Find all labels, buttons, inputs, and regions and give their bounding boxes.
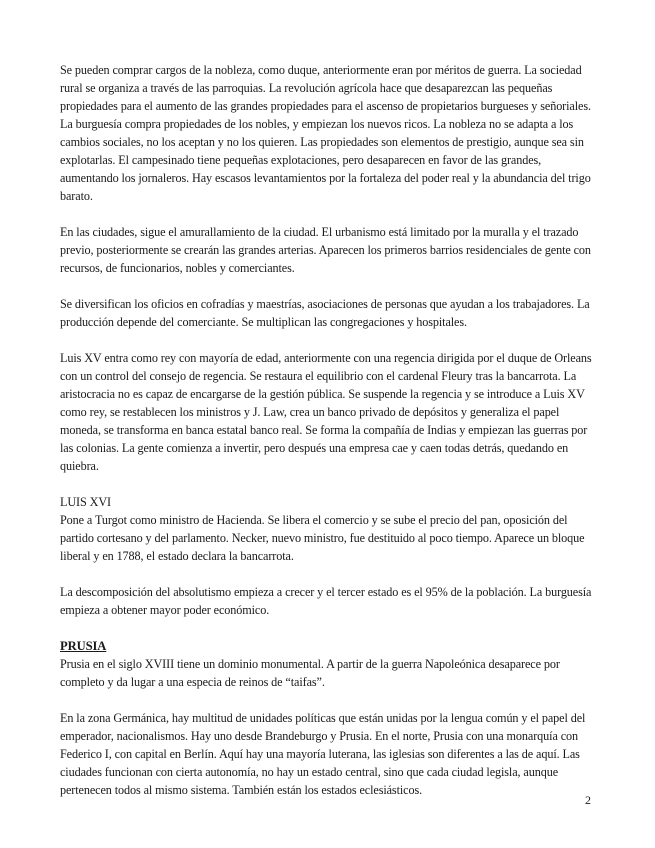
paragraph-louis-xvi: Pone a Turgot como ministro de Hacienda. Se libera el comercio y se sube el precio del pan, oposición del partido cortesano y del parlamento. Necker, nuevo ministro, fue destituido al poco tiempo. Aparece un bloque liberal y en 1788, el estado declara la bancarrota. [60,513,585,563]
paragraph-germanic-zone: En la zona Germánica, hay multitud de unidades políticas que están unidas por la lengua común y el papel del emperador, nacionalismos. Hay uno desde Brandeburgo y Prusia. En el norte, Prusia con una monarquía con Federico I, con capital en Berlín. Aquí hay una mayoría luterana, las iglesias son diferentes a las de aquí. Las ciudades funcionan con cierta autonomía, no hay un estado central, sino que cada ciudad legisla, aunque pertenecen todos al mismo sistema. También están los estados eclesiásticos. [60,711,586,797]
paragraph-absolutism: La descomposición del absolutismo empieza a crecer y el tercer estado es el 95% de la población. La burguesía empieza a obtener mayor poder económico. [60,585,592,617]
heading-louis-xvi: LUIS XVI [60,495,111,509]
paragraph-louis-xv: Luis XV entra como rey con mayoría de edad, anteriormente con una regencia dirigida por el duque de Orleans con un control del consejo de regencia. Se restaura el equilibrio con el cardenal Fleury tras la bancarrota. La aristocracia no es capaz de encargarse de la gestión pública. Se suspende la regencia y se introduce a Luis XV como rey, se restablecen los ministros y J. Law, crea un banco privado de depósitos y generaliza el papel moneda, se transforma en banca estatal banco real. Se forma la compañía de Indias y empiezan las guerras por las colonias. La gente comienza a invertir, pero después una empresa cae y caen todas detrás, quedando en quiebra. [60,351,592,473]
document-body [60,61,594,799]
paragraph-nobility: Se pueden comprar cargos de la nobleza, como duque, anteriormente eran por méritos de guerra. La sociedad rural se organiza a través de las parroquias. La revolución agrícola hace que desaparezcan las pequeñas propiedades para el aumento de las grandes propiedades para el ascenso de propietarios burgueses y señoriales. La burguesía compra propiedades de los nobles, y empiezan los nuevos ricos. La nobleza no se adapta a los cambios sociales, no los aceptan y no los quieren. Las propiedades son elementos de prestigio, aunque sea sin explotarlas. El campesinado tiene pequeñas explotaciones, pero desaparecen en favor de las grandes, aumentando los jornaleros. Hay escasos levantamientos por la fortaleza del poder real y la abundancia del trigo barato. [60,63,591,203]
heading-prussia: PRUSIA [60,639,107,653]
paragraph-cities: En las ciudades, sigue el amurallamiento de la ciudad. El urbanismo está limitado por la muralla y el trazado previo, posteriormente se crearán las grandes arterias. Aparecen los primeros barrios residenciales de gente con recursos, de funcionarios, nobles y comerciantes. [60,225,591,275]
paragraph-trades: Se diversifican los oficios en cofradías y maestrías, asociaciones de personas que ayudan a los trabajadores. La producción depende del comerciante. Se multiplican las congregaciones y hospitales. [60,297,590,329]
paragraph-prussia-intro: Prusia en el siglo XVIII tiene un dominio monumental. A partir de la guerra Napoleónica desaparece por completo y da lugar a una especia de reinos de “taifas”. [60,657,560,689]
page-number: 2 [585,793,591,807]
